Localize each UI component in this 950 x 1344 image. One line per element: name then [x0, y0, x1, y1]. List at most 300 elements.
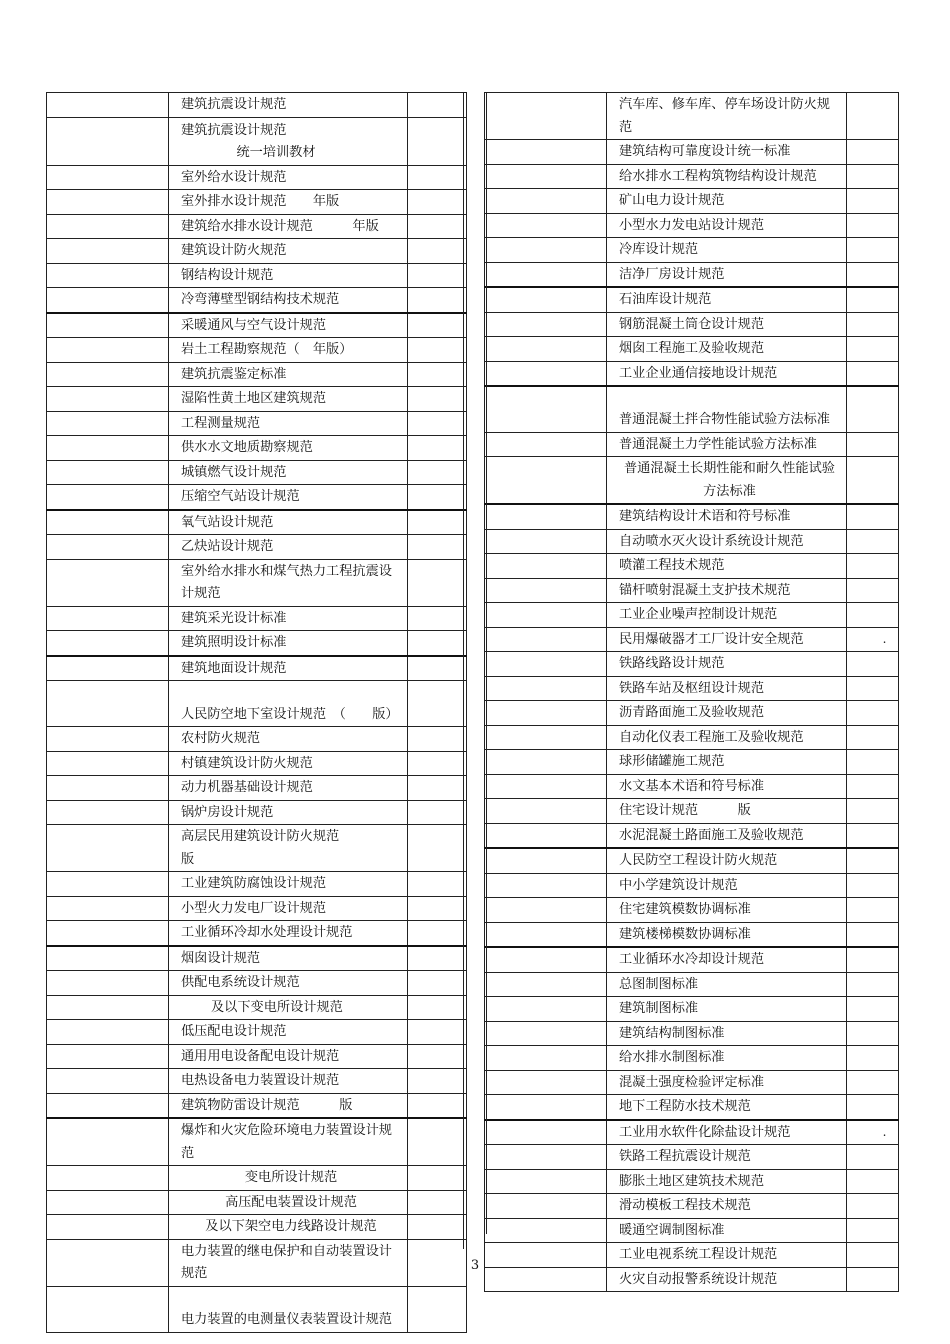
table-row — [485, 238, 899, 263]
code-cell — [47, 214, 169, 239]
table-row — [47, 436, 467, 461]
table-row — [485, 1194, 899, 1219]
code-cell — [485, 189, 607, 214]
table-row — [485, 189, 899, 214]
standard-name: 高压配电装置设计规范 — [225, 1194, 357, 1210]
standard-name: 沥青路面施工及验收规范 — [619, 705, 765, 720]
standard-name-cell — [607, 676, 847, 701]
standard-name: 民用爆破器才工厂设计安全规范 — [619, 631, 804, 647]
standard-name: 村镇建筑设计防火规范 — [181, 755, 313, 771]
table-row — [47, 1020, 467, 1045]
table-row — [485, 1145, 899, 1170]
standard-name: 石油库设计规范 — [619, 292, 712, 307]
standard-name-cell — [607, 213, 847, 238]
standard-name: 工业循环冷却水处理设计规范 — [181, 925, 353, 940]
standard-name-cell — [607, 312, 847, 337]
standard-name: 农村防火规范 — [181, 731, 261, 746]
standard-name: 湿陷性黄土地区建筑规范 — [181, 391, 327, 406]
code-cell — [485, 774, 607, 799]
standard-name: 冷弯薄壁型钢结构技术规范 — [181, 292, 340, 307]
remark-cell — [847, 164, 899, 189]
remark-cell — [408, 485, 467, 510]
table-row — [485, 922, 899, 947]
code-cell — [485, 997, 607, 1022]
code-cell — [47, 1118, 169, 1166]
standard-name-cell — [607, 997, 847, 1022]
standard-name: 烟囱工程施工及验收规范 — [619, 341, 765, 356]
standard-name-cell — [169, 946, 408, 971]
table-row — [485, 701, 899, 726]
code-cell — [47, 436, 169, 461]
remark-cell — [408, 872, 467, 897]
remark-cell — [408, 214, 467, 239]
standard-name: 铁路车站及枢纽设计规范 — [619, 680, 765, 696]
remark-cell — [847, 997, 899, 1022]
table-row — [47, 313, 467, 338]
table-row — [47, 263, 467, 288]
code-cell — [485, 457, 607, 505]
standard-name: 工业用水软件化除盐设计规范 — [619, 1124, 791, 1140]
standard-name: 人民防空工程设计防火规范 — [619, 853, 778, 868]
remark-cell — [408, 387, 467, 412]
code-cell — [47, 971, 169, 996]
standard-name: 室外排水设计规范 年版 — [181, 194, 340, 209]
standard-name: 膨胀土地区建筑技术规范 — [619, 1173, 765, 1189]
table-row — [485, 432, 899, 457]
standard-name: 变电所设计规范 — [244, 1170, 338, 1185]
table-row — [485, 997, 899, 1022]
standard-name: 建筑抗震鉴定标准 — [181, 366, 287, 382]
code-cell — [485, 652, 607, 677]
table-row — [485, 1046, 899, 1071]
table-row — [47, 338, 467, 363]
standard-name: 汽车库、修车库、停车场设计防火规范 — [619, 97, 830, 135]
code-cell — [485, 1145, 607, 1170]
remark-cell — [847, 457, 899, 505]
standard-name: 通用用电设备配电设计规范 — [181, 1048, 340, 1064]
standard-name-cell — [169, 411, 408, 436]
table-row — [47, 559, 467, 606]
remark-cell — [847, 898, 899, 923]
table-row — [485, 676, 899, 701]
table-row — [47, 1190, 467, 1215]
remark-cell — [847, 140, 899, 165]
standard-name: 锅炉房设计规范 — [181, 804, 274, 820]
remark-cell — [408, 313, 467, 338]
table-row — [47, 165, 467, 190]
remark-cell — [847, 504, 899, 529]
remark-cell — [408, 411, 467, 436]
standard-name-cell — [169, 681, 408, 727]
code-cell — [47, 263, 169, 288]
table-row — [47, 921, 467, 946]
code-cell — [485, 922, 607, 947]
standard-name-cell — [607, 947, 847, 972]
standard-name: 球形储罐施工规范 — [619, 754, 725, 769]
code-cell — [485, 432, 607, 457]
remark-cell — [408, 436, 467, 461]
standard-name: 建筑制图标准 — [619, 1001, 699, 1016]
remark-cell — [408, 946, 467, 971]
standard-name-cell — [169, 751, 408, 776]
standard-name: 建筑设计防火规范 — [181, 243, 287, 258]
table-row — [47, 214, 467, 239]
code-cell — [485, 312, 607, 337]
code-cell — [47, 1093, 169, 1118]
standard-name-cell — [169, 559, 408, 606]
standard-name: 工业电视系统工程设计规范 — [619, 1247, 778, 1262]
standard-name: 电热设备电力装置设计规范 — [181, 1073, 340, 1088]
table-double-border — [486, 92, 487, 1234]
table-double-border — [463, 92, 464, 1249]
remark-cell — [847, 386, 899, 432]
table-row — [485, 972, 899, 997]
remark-cell — [847, 578, 899, 603]
remark-cell — [847, 312, 899, 337]
table-row — [47, 510, 467, 535]
standard-name: 矿山电力设计规范 — [619, 193, 725, 208]
standard-name-cell — [607, 1120, 847, 1145]
table-row — [485, 1120, 899, 1145]
standard-name-cell — [169, 971, 408, 996]
standard-name-cell — [169, 239, 408, 264]
standard-name: 供水水文地质勘察规范 — [181, 440, 313, 455]
remark-cell — [847, 1021, 899, 1046]
remark-cell — [847, 701, 899, 726]
code-cell — [47, 800, 169, 825]
remark-cell — [847, 972, 899, 997]
remark-cell — [847, 189, 899, 214]
standard-name: 工业企业通信接地设计规范 — [619, 365, 778, 381]
table-row — [485, 386, 899, 432]
code-cell — [485, 1095, 607, 1120]
standard-name: 地下工程防水技术规范 — [619, 1099, 751, 1114]
code-cell — [485, 140, 607, 165]
table-row — [485, 504, 899, 529]
code-cell — [485, 1070, 607, 1095]
standard-name-cell — [607, 578, 847, 603]
standard-name-cell — [169, 460, 408, 485]
table-row — [47, 1118, 467, 1166]
table-row — [485, 627, 899, 652]
code-cell — [485, 529, 607, 554]
table-row — [47, 606, 467, 631]
standard-name: 喷灌工程技术规范 — [619, 558, 725, 573]
standard-name: 钢筋混凝土筒仓设计规范 — [619, 316, 765, 332]
standard-name: 普通混凝土力学性能试验方法标准 — [619, 436, 817, 452]
standard-name-cell — [607, 1070, 847, 1095]
standard-name-cell — [607, 554, 847, 579]
standard-name: 冷库设计规范 — [619, 242, 699, 257]
standard-name: 滑动模板工程技术规范 — [619, 1198, 751, 1213]
remark-cell — [847, 1194, 899, 1219]
remark-cell — [847, 238, 899, 263]
table-row — [485, 947, 899, 972]
standard-name: 动力机器基础设计规范 — [181, 780, 313, 795]
code-cell — [47, 872, 169, 897]
table-row — [47, 946, 467, 971]
standard-name-cell — [169, 190, 408, 215]
standard-name-cell — [169, 776, 408, 801]
standards-table-right — [484, 92, 899, 1292]
standard-name-cell — [169, 387, 408, 412]
remark-cell — [847, 1070, 899, 1095]
code-cell — [47, 1286, 169, 1332]
remark-cell — [408, 1166, 467, 1191]
code-cell — [47, 387, 169, 412]
remark-cell — [847, 799, 899, 824]
table-row — [485, 337, 899, 362]
code-cell — [47, 1166, 169, 1191]
remark-cell — [408, 165, 467, 190]
code-cell — [47, 411, 169, 436]
standard-name-cell — [607, 238, 847, 263]
page-number: 3 — [470, 1258, 480, 1273]
code-cell — [485, 676, 607, 701]
standard-name: 建筑物防雷设计规范 版 — [181, 1097, 353, 1113]
standard-name: 室外给水排水和煤气热力工程抗震设计规范 — [181, 563, 392, 601]
standard-name: 建筑结构设计术语和符号标准 — [619, 509, 791, 524]
remark-cell — [847, 361, 899, 386]
standard-name-cell — [607, 337, 847, 362]
standard-name: 建筑抗震设计规范 — [181, 97, 287, 112]
standard-name-cell — [169, 631, 408, 656]
table-row — [485, 361, 899, 386]
code-cell — [485, 213, 607, 238]
table-row — [47, 460, 467, 485]
table-row — [47, 825, 467, 872]
standard-name-cell — [169, 825, 408, 872]
standard-name-cell — [169, 263, 408, 288]
table-row — [47, 800, 467, 825]
standard-name-cell — [169, 1044, 408, 1069]
code-cell — [47, 559, 169, 606]
standard-name: 建筑采光设计标准 — [181, 610, 287, 626]
standard-name: 压缩空气站设计规范 — [181, 489, 300, 504]
table-row — [485, 750, 899, 775]
code-cell — [485, 848, 607, 873]
remark-cell — [847, 529, 899, 554]
remark-cell — [408, 460, 467, 485]
code-cell — [47, 751, 169, 776]
table-row — [47, 751, 467, 776]
standard-name: 电力装置的继电保护和自动装置设计规范 — [181, 1243, 392, 1281]
remark-cell — [847, 554, 899, 579]
standard-name-cell — [607, 457, 847, 505]
standard-name-cell — [607, 432, 847, 457]
table-row — [485, 725, 899, 750]
remark-cell — [408, 288, 467, 313]
code-cell — [485, 873, 607, 898]
table-row — [485, 652, 899, 677]
remark-cell — [408, 776, 467, 801]
code-cell — [485, 337, 607, 362]
code-cell — [485, 1218, 607, 1243]
standard-name: 铁路工程抗震设计规范 — [619, 1149, 751, 1164]
table-row — [485, 457, 899, 505]
table-row — [485, 93, 899, 140]
standard-name: 小型水力发电站设计规范 — [619, 217, 765, 233]
standard-name-cell — [607, 1145, 847, 1170]
table-row — [47, 631, 467, 656]
code-cell — [485, 1046, 607, 1071]
remark-cell — [408, 631, 467, 656]
table-row — [485, 578, 899, 603]
remark-cell — [847, 1145, 899, 1170]
remark-cell — [408, 995, 467, 1020]
remark-cell — [408, 1118, 467, 1166]
remark-cell — [847, 603, 899, 628]
remark-cell — [847, 1169, 899, 1194]
remark-cell — [847, 337, 899, 362]
table-row — [485, 140, 899, 165]
code-cell — [47, 896, 169, 921]
remark-cell — [408, 727, 467, 752]
code-cell — [485, 947, 607, 972]
remark-cell — [847, 627, 899, 652]
standard-name-cell — [169, 1093, 408, 1118]
table-row — [485, 312, 899, 337]
remark-cell — [847, 823, 899, 848]
standard-name: 混凝土强度检验评定标准 — [619, 1074, 765, 1090]
standard-name-cell — [169, 338, 408, 363]
standard-name: 自动化仪表工程施工及验收规范 — [619, 729, 804, 745]
table-row — [485, 799, 899, 824]
standard-name: 钢结构设计规范 — [181, 267, 274, 283]
code-cell — [47, 995, 169, 1020]
standard-name-cell — [607, 873, 847, 898]
standard-name: 小型火力发电厂设计规范 — [181, 900, 327, 916]
code-cell — [485, 823, 607, 848]
standard-name-cell — [169, 165, 408, 190]
table-row — [47, 288, 467, 313]
remark-cell — [408, 656, 467, 681]
code-cell — [47, 338, 169, 363]
table-row — [47, 535, 467, 560]
table-row — [47, 362, 467, 387]
code-cell — [47, 313, 169, 338]
remark-cell — [847, 213, 899, 238]
remark-cell — [408, 93, 467, 118]
standard-name: 爆炸和火灾危险环境电力装置设计规范 — [181, 1123, 392, 1161]
standard-name: 建筑给水排水设计规范 年版 — [181, 218, 379, 234]
standard-name: 水泥混凝土路面施工及验收规范 — [619, 827, 804, 843]
standard-name: 采暖通风与空气设计规范 — [181, 317, 327, 333]
remark-cell — [408, 1093, 467, 1118]
remark-cell — [847, 774, 899, 799]
table-row — [47, 656, 467, 681]
standard-name: 建筑楼梯模数协调标准 — [619, 926, 751, 942]
remark-cell — [408, 751, 467, 776]
code-cell — [485, 603, 607, 628]
code-cell — [47, 1069, 169, 1094]
code-cell — [47, 606, 169, 631]
code-cell — [47, 921, 169, 946]
standard-name-cell — [169, 1069, 408, 1094]
table-row — [485, 898, 899, 923]
standard-name-cell — [607, 972, 847, 997]
standard-name-cell — [607, 1194, 847, 1219]
table-row — [47, 776, 467, 801]
standard-name-cell — [169, 436, 408, 461]
standard-name-cell — [169, 872, 408, 897]
table-row — [485, 1218, 899, 1243]
standard-name: 及以下架空电力线路设计规范 — [205, 1219, 377, 1234]
standard-name: 暖通空调制图标准 — [619, 1222, 725, 1238]
remark-cell — [847, 1046, 899, 1071]
code-cell — [485, 361, 607, 386]
remark-cell — [847, 725, 899, 750]
standard-name-cell — [607, 361, 847, 386]
standard-name-cell — [169, 656, 408, 681]
standard-name: 高层民用建筑设计防火规范 版 — [181, 829, 340, 867]
table-row — [47, 1166, 467, 1191]
table-row — [485, 873, 899, 898]
remark-cell — [408, 606, 467, 631]
standard-name: 中小学建筑设计规范 — [619, 877, 738, 893]
standard-name-cell — [607, 774, 847, 799]
code-cell — [485, 701, 607, 726]
remark-cell — [408, 1044, 467, 1069]
standard-name: 室外给水设计规范 — [181, 169, 287, 185]
remark-cell — [408, 190, 467, 215]
standard-name-cell — [169, 313, 408, 338]
remark-cell — [847, 287, 899, 312]
table-row — [47, 387, 467, 412]
remark-cell — [408, 1286, 467, 1332]
standard-name: 火灾自动报警系统设计规范 — [619, 1271, 778, 1287]
standard-name-cell — [169, 727, 408, 752]
standard-name: 人民防空地下室设计规范 （ 版） — [181, 706, 399, 722]
remark-cell — [408, 921, 467, 946]
code-cell — [485, 262, 607, 287]
table-row — [485, 1169, 899, 1194]
standard-name: 工程测量规范 — [181, 415, 261, 431]
table-row — [47, 485, 467, 510]
code-cell — [485, 750, 607, 775]
standard-name: 普通混凝土长期性能和耐久性能试验方法标准 — [624, 461, 835, 499]
code-cell — [47, 825, 169, 872]
standard-name-cell — [607, 898, 847, 923]
code-cell — [485, 238, 607, 263]
remark-cell — [847, 750, 899, 775]
standard-name-cell — [607, 750, 847, 775]
code-cell — [485, 504, 607, 529]
code-cell — [485, 1021, 607, 1046]
code-cell — [485, 1194, 607, 1219]
remark-cell — [847, 93, 899, 140]
remark-cell — [408, 263, 467, 288]
standard-name-cell — [607, 529, 847, 554]
standard-name-cell — [169, 1190, 408, 1215]
standard-name-cell — [169, 921, 408, 946]
remark-cell — [847, 1095, 899, 1120]
standard-name-cell — [169, 1118, 408, 1166]
standard-name: 铁路线路设计规范 — [619, 656, 725, 671]
standard-name: 建筑照明设计标准 — [181, 635, 287, 650]
remark-cell — [408, 971, 467, 996]
table-row — [485, 774, 899, 799]
standard-name-cell — [607, 386, 847, 432]
table-row — [485, 287, 899, 312]
standard-name: 建筑结构制图标准 — [619, 1025, 725, 1041]
standard-name-cell — [607, 287, 847, 312]
standard-name: 及以下变电所设计规范 — [211, 999, 343, 1015]
standard-name: 氧气站设计规范 — [181, 514, 274, 530]
standard-name-cell — [169, 117, 408, 165]
code-cell — [485, 799, 607, 824]
standard-name-cell — [607, 652, 847, 677]
